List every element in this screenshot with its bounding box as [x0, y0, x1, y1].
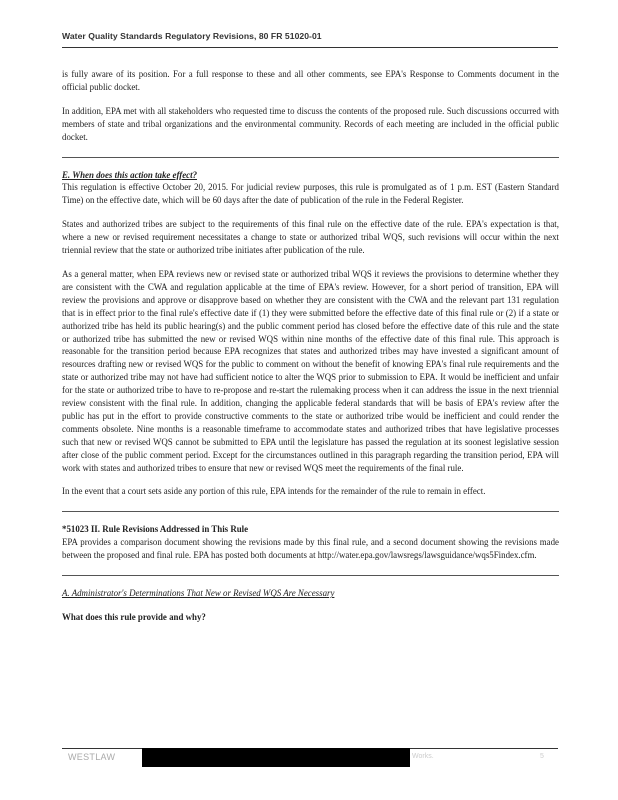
paragraph-comments-response: is fully aware of its position. For a full response to these and all other comments, see EPA's Response to Comments document in the official public docket.: [62, 69, 559, 92]
document-header: Water Quality Standards Regulatory Revisions, 80 FR 51020-01: [62, 31, 322, 41]
paragraph-transition-period: As a general matter, when EPA reviews new or revised state or authorized tribal WQS it reviews the provisions to determine whether they are consistent with the CWA and regulation applicable at the time of EPA's review. However, for a short period of transition, EPA will review the provisions and approve or disapprove based on whether they are consistent with the CWA and the relevant part 131 regulation that is in effect prior to the final rule's effective date if (1) they were submitted before the effective date of this final rule or (2) if a state or authorized tribe has held its public hearing(s) and the public comment period has closed before the effective date of this rule and the state or authorized tribe has submitted the new or revised WQS within nine months of the effective date of this final rule. This approach is reasonable for the transition period because EPA recognizes that states and authorized tribes may have invested a significant amount of resources drafting new or revised WQS for the public to comment on without the benefit of knowing EPA's final rule requirements and the state or authorized tribe may not have had sufficient notice to alter the WQS prior to submission to EPA. It would be inefficient and unfair for the state or authorized tribe to have to re-propose and re-start the rulemaking process when it can address the issue in the next triennial review consistent with the final rule. In addition, changing the applicable federal standards that will be basis of EPA's review after the public has put in the effort to provide constructive comments to the state or authorized tribe would be inefficient and could render the comments obsolete. Nine months is a reasonable timeframe to accommodate states and authorized tribes that have legislative processes such that new or revised WQS cannot be submitted to EPA until the legislature has passed the regulation at its soonest legislative session after close of the public comment period. Except for the circumstances outlined in this paragraph regarding the transition period, EPA will work with states and authorized tribes to ensure that new or revised WQS meet the requirements of the final rule.: [62, 268, 559, 473]
footer-brand: WESTLAW: [68, 752, 116, 762]
section-a-heading: A. Administrator's Determinations That New or Revised WQS Are Necessary: [62, 588, 335, 599]
paragraph-states-tribes: States and authorized tribes are subject to the requirements of this final rule on the effective date of the rule. EPA's expectation is that, where a new or revised requirement necessitates a change to state or authorized tribal WQS, such revisions will occur within the next triennial review that the state or authorized tribe initiates after publication of the rule.: [62, 219, 559, 256]
section-ii-heading: *51023 II. Rule Revisions Addressed in This Rule: [62, 524, 249, 535]
footer-page-number: 5: [540, 753, 544, 760]
document-body: [62, 68, 559, 624]
header-divider: [62, 47, 558, 48]
section-e-heading: E. When does this action take effect?: [62, 169, 198, 180]
paragraph-comparison-documents: EPA provides a comparison document showing the revisions made by this final rule, and a second document showing the revisions made between the proposed and final rule. EPA has posted both documents at http://water.epa.gov/lawsregs/lawsguidance/wqs5Findex.cfm.: [62, 537, 559, 561]
footer-faint-text: Works.: [412, 753, 434, 760]
paragraph-stakeholder-meetings: In addition, EPA met with all stakeholders who requested time to discuss the contents of the proposed rule. Such discussions occurred with members of state and tribal organizations and the environmental community. Records of each meeting are included in the official public docket.: [62, 105, 559, 142]
paragraph-effective-date: This regulation is effective October 20, 2015. For judicial review purposes, this rule is promulgated as of 1 p.m. EST (Eastern Standard Time) on the effective date, which will be 60 days after the date of publication of the rule in the Federal Register.: [62, 182, 559, 206]
paragraph-severability: In the event that a court sets aside any portion of this rule, EPA intends for the remainder of the rule to remain in effect.: [62, 486, 486, 497]
footer-redaction-bar: [142, 748, 410, 767]
subheading-rule-provides: What does this rule provide and why?: [62, 612, 206, 622]
